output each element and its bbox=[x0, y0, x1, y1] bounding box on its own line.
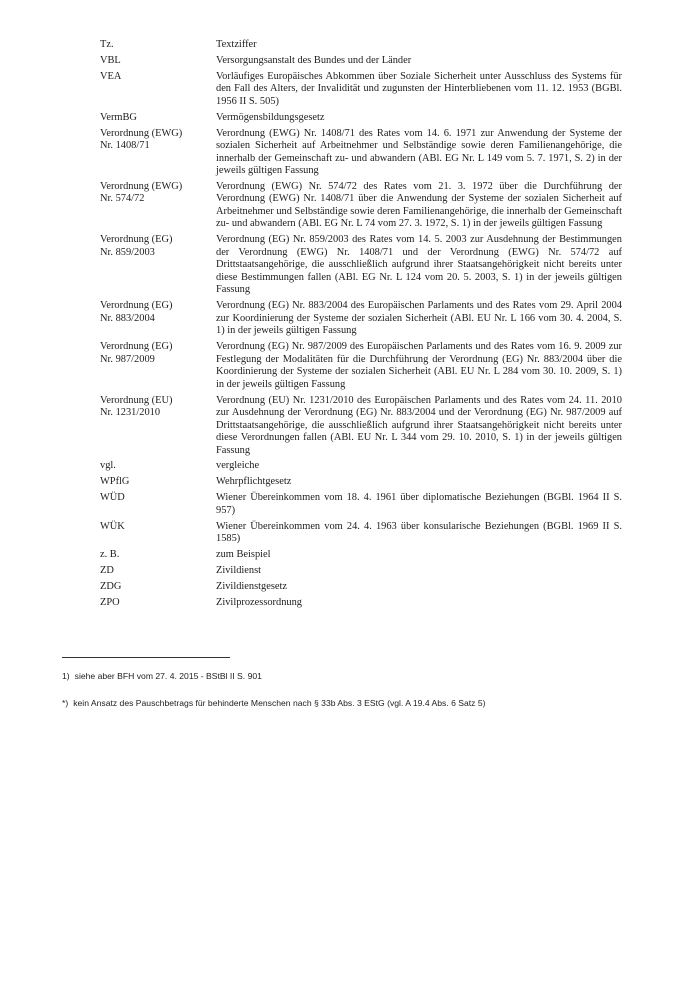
abbreviation-term: WÜK bbox=[100, 520, 125, 532]
abbreviation-term: VBL bbox=[100, 54, 121, 66]
abbreviation-term: z. B. bbox=[100, 548, 120, 560]
abbreviation-definition: Verordnung (EG) Nr. 859/2003 des Rates vom 14. 5. 2003 zur Ausdehnung der Bestimmungen der Verordnung (EWG) Nr. 1408/71 und der Verordnung (EWG) Nr. 574/72 auf Drittstaatsangehörige, die ausschließlich aufgrund ihrer Staatsangehörigkeit nicht bereits unter diese Bestimmungen fallen (ABl. EG Nr. L 124 vom 20. 5. 2003, S. 1) in der jeweils gültigen Fassung bbox=[216, 234, 622, 296]
abbreviation-term: Verordnung (EWG) Nr. 1408/71 bbox=[100, 127, 183, 152]
abbreviation-term: ZD bbox=[100, 564, 114, 576]
abbreviation-term: Verordnung (EU) Nr. 1231/2010 bbox=[100, 394, 173, 419]
abbreviation-term: vgl. bbox=[100, 460, 116, 472]
abbreviation-term: ZDG bbox=[100, 580, 122, 592]
abbreviation-term: Tz. bbox=[100, 39, 114, 50]
abbreviation-row bbox=[100, 234, 622, 297]
abbreviation-row bbox=[100, 112, 622, 125]
footnote-2 bbox=[62, 698, 486, 709]
abbreviation-row bbox=[100, 492, 622, 517]
abbreviation-term: WPflG bbox=[100, 476, 130, 488]
abbreviation-definition: Verordnung (EWG) Nr. 1408/71 des Rates vom 14. 6. 1971 zur Anwendung der Systeme der sozialen Sicherheit auf Arbeitnehmer und Selbständige sowie deren Familienangehörige, die innerhalb der Gemeinschaft zu- und abwandern (ABl. EG Nr. L 149 vom 5. 7. 1971, S. 2) in der jeweils gültigen Fassung bbox=[216, 127, 622, 177]
abbreviation-definition: Wiener Übereinkommen vom 18. 4. 1961 über diplomatische Beziehungen (BGBl. 1964 II S. 957) bbox=[216, 492, 622, 516]
abbreviation-definition: Wiener Übereinkommen vom 24. 4. 1963 über konsularische Beziehungen (BGBl. 1969 II S. 1585) bbox=[216, 520, 622, 545]
footnote-text: kein Ansatz des Pauschbetrags für behinderte Menschen nach § 33b Abs. 3 EStG (vgl. A 19.4 Abs. 6 Satz 5) bbox=[73, 698, 486, 708]
abbreviation-definition: Verordnung (EG) Nr. 883/2004 des Europäischen Parlaments und des Rates vom 29. April 2004 zur Koordinierung der Systeme der sozialen Sicherheit (ABl. EU Nr. L 166 vom 30. 4. 2004, S. 1) in der jeweils gültigen Fassung bbox=[216, 300, 622, 337]
footnote-marker: *) bbox=[62, 698, 69, 708]
abbreviation-row bbox=[100, 55, 622, 68]
footnote-text: siehe aber BFH vom 27. 4. 2015 - BStBl II S. 901 bbox=[74, 671, 262, 681]
abbreviation-term: Verordnung (EWG) Nr. 574/72 bbox=[100, 180, 183, 205]
abbreviation-definition: vergleiche bbox=[216, 460, 260, 472]
abbreviation-term: Verordnung (EG) Nr. 987/2009 bbox=[100, 341, 173, 365]
abbreviation-term: Verordnung (EG) Nr. 859/2003 bbox=[100, 234, 173, 258]
abbreviation-term: WÜD bbox=[100, 492, 125, 504]
abbreviation-row bbox=[100, 395, 622, 458]
abbreviation-row bbox=[100, 597, 622, 610]
abbreviation-term: ZPO bbox=[100, 596, 120, 608]
abbreviation-row bbox=[100, 128, 622, 178]
abbreviation-row bbox=[100, 549, 622, 562]
abbreviation-definition: Verordnung (EWG) Nr. 574/72 des Rates vom 21. 3. 1972 über die Durchführung der Verordnung (EWG) Nr. 1408/71 über die Anwendung der Systeme der sozialen Sicherheit auf Arbeitnehmer und Selbständige sowie deren Familienangehörige, die innerhalb der Gemeinschaft zu- und abwandern (ABl. EG Nr. L 74 vom 27. 3. 1972, S. 1) in der jeweils gültigen Fassung bbox=[216, 180, 622, 230]
abbreviation-row bbox=[100, 581, 622, 594]
abbreviation-row bbox=[100, 300, 622, 338]
abbreviation-term: Verordnung (EG) Nr. 883/2004 bbox=[100, 300, 173, 324]
abbreviation-row bbox=[100, 565, 622, 578]
abbreviation-definition: Zivildienstgesetz bbox=[216, 580, 287, 592]
abbreviation-definition: Zivildienst bbox=[216, 564, 262, 576]
abbreviation-term: VEA bbox=[100, 70, 122, 82]
footnote-separator bbox=[62, 657, 230, 658]
abbreviation-row bbox=[100, 521, 622, 546]
abbreviation-row bbox=[100, 341, 622, 391]
abbreviation-definition: Wehrpflichtgesetz bbox=[216, 476, 292, 488]
abbreviation-definition: Textziffer bbox=[216, 39, 257, 50]
footnote-1 bbox=[62, 671, 262, 682]
abbreviation-row bbox=[100, 181, 622, 231]
footnote-marker: 1) bbox=[62, 671, 70, 681]
abbreviation-definition: Zivilprozessordnung bbox=[216, 596, 302, 608]
abbreviation-row bbox=[100, 71, 622, 109]
abbreviation-definition: Vermögensbildungsgesetz bbox=[216, 111, 325, 123]
abbreviation-row bbox=[100, 476, 622, 489]
abbreviation-definition: Versorgungsanstalt des Bundes und der Länder bbox=[216, 54, 412, 66]
abbreviation-list bbox=[100, 39, 622, 613]
abbreviation-term: VermBG bbox=[100, 111, 137, 123]
abbreviation-definition: Verordnung (EU) Nr. 1231/2010 des Europäischen Parlaments und des Rates vom 24. 11. 2010 zur Ausdehnung der Verordnung (EG) Nr. 883/2004 und der Verordnung (EG) Nr. 987/2009 auf Drittstaatsangehörige, die ausschließlich aufgrund ihrer Staatsangehörigkeit nicht bereits unter diese Verordnungen fallen (ABl. EU Nr. L 344 vom 29. 10. 2010, S. 1) in der jeweils gültigen Fassung bbox=[216, 394, 622, 456]
abbreviation-definition: Verordnung (EG) Nr. 987/2009 des Europäischen Parlaments und des Rates vom 16. 9. 2009 zur Festlegung der Modalitäten für die Durchführung der Verordnung (EG) Nr. 883/2004 über die Koordinierung der Systeme der sozialen Sicherheit (ABl. EU Nr. L 284 vom 30. 10. 2009, S. 1) in der jeweils gültigen Fassung bbox=[216, 341, 622, 390]
abbreviation-definition: zum Beispiel bbox=[216, 548, 271, 560]
abbreviation-definition: Vorläufiges Europäisches Abkommen über Soziale Sicherheit unter Ausschluss des Systems für den Fall des Alters, der Invalidität und zugunsten der Hinterbliebenen vom 11. 12. 1953 (BGBl. 1956 II S. 505) bbox=[216, 70, 622, 107]
abbreviation-row bbox=[100, 39, 622, 52]
abbreviation-row bbox=[100, 460, 622, 473]
